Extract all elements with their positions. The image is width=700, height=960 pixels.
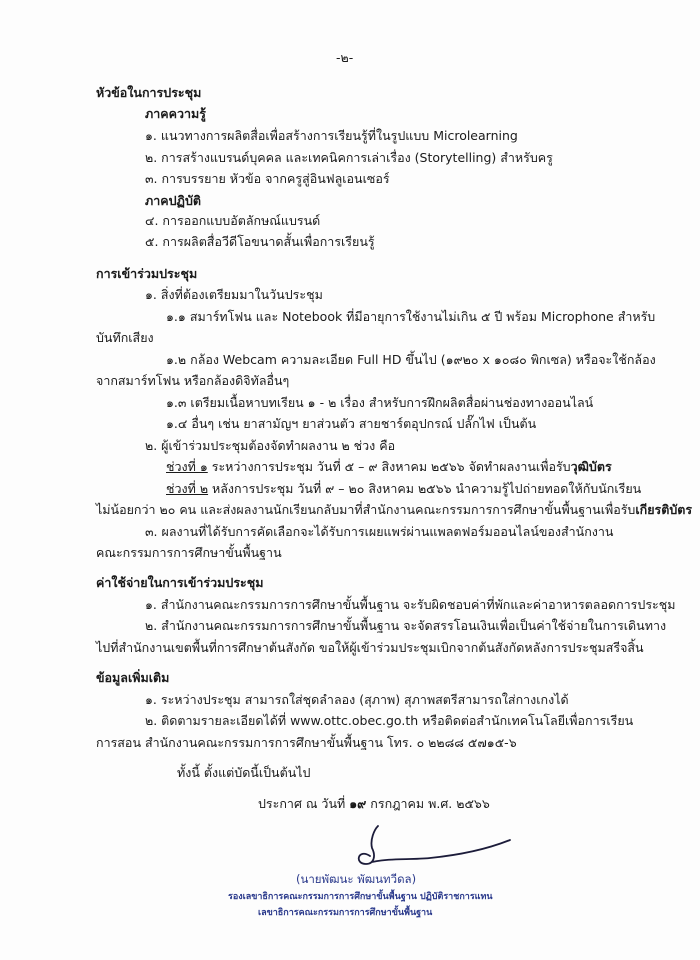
participation-item-1-4: ๑.๔ อื่นๆ เช่น ยาสามัญฯ ยาส่วนตัว สายชาร์ตอุปกรณ์ ปลั๊กไฟ เป็นต้น xyxy=(166,416,537,431)
theory-item-2: ๒. การสร้างแบรนด์บุคคล และเทคนิคการเล่าเรื่อง (Storytelling) สำหรับครู xyxy=(145,150,553,165)
participation-item-1-1: ๑.๑ สมาร์ทโฟน และ Notebook ที่มีอายุการใช้งานไม่เกิน ๕ ปี พร้อม Microphone สำหรับ xyxy=(166,309,656,324)
handwritten-signature xyxy=(330,818,550,878)
period-1-text: ระหว่างการประชุม วันที่ ๕ – ๙ สิงหาคม ๒๕๖๖ จัดทำผลงานเพื่อรับ xyxy=(207,459,571,474)
expenses-heading: ค่าใช้จ่ายในการเข้าร่วมประชุม xyxy=(96,575,264,590)
expenses-item-2-cont: ไปที่สำนักงานเขตพื้นที่การศึกษาต้นสังกัด ขอให้ผู้เข้าร่วมประชุมเบิกจากต้นสังกัดหลังการประชุมสรีจสิ้น xyxy=(96,640,644,655)
participation-item-3-cont: คณะกรรมการการศึกษาขั้นพื้นฐาน xyxy=(96,545,282,560)
expenses-item-1: ๑. สำนักงานคณะกรรมการการศึกษาขั้นพื้นฐาน จะรับผิดชอบค่าที่พักและค่าอาหารตลอดการประชุม xyxy=(145,597,676,612)
page-number: -๒- xyxy=(336,50,354,65)
participation-item-1: ๑. สิ่งที่ต้องเตรียมมาในวันประชุม xyxy=(145,287,323,302)
theory-item-3: ๓. การบรรยาย หัวข้อ จากครูสู่อินฟลูเอนเซอร์ xyxy=(145,171,390,186)
additional-item-2: ๒. ติดตามรายละเอียดได้ที่ www.ottc.obec.go.th หรือติดต่อสำนักเทคโนโลยีเพื่อการเรียน xyxy=(145,713,634,728)
additional-item-2-cont: การสอน สำนักงานคณะกรรมการการศึกษาขั้นพื้นฐาน โทร. ๐ ๒๒๘๘ ๕๗๑๕-๖ xyxy=(96,735,517,750)
period-1-line xyxy=(166,459,612,475)
signatory-name: (นายพัฒนะ พัฒนทวีดล) xyxy=(296,872,417,886)
participation-item-1-2-cont: จากสมาร์ทโฟน หรือกล้องดิจิทัลอื่นๆ xyxy=(96,373,290,388)
announce-date xyxy=(258,796,490,812)
period-2-award: เกียรติบัตร xyxy=(635,502,693,517)
theory-heading: ภาคความรู้ xyxy=(145,106,206,121)
period-2-line-2 xyxy=(96,502,692,518)
practice-heading: ภาคปฏิบัติ xyxy=(145,193,201,208)
announce-prefix: ประกาศ ณ วันที่ xyxy=(258,796,350,811)
period-1-award: วุฒิบัตร xyxy=(570,459,612,474)
period-2-line xyxy=(166,481,641,497)
participation-item-1-3: ๑.๓ เตรียมเนื้อหาบทเรียน ๑ - ๒ เรื่อง สำหรับการฝึกผลิตสื่อผ่านช่องทางออนไลน์ xyxy=(166,395,594,410)
expenses-item-2: ๒. สำนักงานคณะกรรมการการศึกษาขั้นพื้นฐาน จะจัดสรรโอนเงินเพื่อเป็นค่าใช้จ่ายในการเดินทาง xyxy=(145,618,667,633)
practice-item-5: ๕. การผลิตสื่อวีดีโอขนาดสั้นเพื่อการเรียนรู้ xyxy=(145,234,375,249)
signatory-position-2: เลขาธิการคณะกรรมการการศึกษาขั้นพื้นฐาน xyxy=(258,908,433,918)
period-1-label: ช่วงที่ ๑ xyxy=(166,459,208,474)
participation-item-3: ๓. ผลงานที่ได้รับการคัดเลือกจะได้รับการเผยแพร่ผ่านแพลตฟอร์มออนไลน์ของสำนักงาน xyxy=(145,524,614,539)
announce-suffix: กรกฎาคม พ.ศ. ๒๕๖๖ xyxy=(366,796,490,811)
closing-line: ทั้งนี้ ตั้งแต่บัดนี้เป็นต้นไป xyxy=(177,765,311,780)
additional-item-1: ๑. ระหว่างประชุม สามารถใส่ชุดลำลอง (สุภาพ) สุภาพสตรีสามารถใส่กางเกงได้ xyxy=(145,692,569,707)
participation-heading: การเข้าร่วมประชุม xyxy=(96,266,198,281)
practice-item-4: ๔. การออกแบบอัตลักษณ์แบรนด์ xyxy=(145,213,321,228)
period-2-line-2-text: ไม่น้อยกว่า ๒๐ คน และส่งผลงานนักเรียนกลับมาที่สำนักงานคณะกรรมการการศึกษาขั้นพื้นฐานเพื่อรับ xyxy=(96,502,636,517)
theory-item-1: ๑. แนวทางการผลิตสื่อเพื่อสร้างการเรียนรู้ที่ในรูปแบบ Microlearning xyxy=(145,128,518,143)
signatory-position-1: รองเลขาธิการคณะกรรมการการศึกษาขั้นพื้นฐาน ปฏิบัติราชการแทน xyxy=(228,892,493,902)
participation-item-1-1-cont: บันทึกเสียง xyxy=(96,330,154,345)
period-2-label: ช่วงที่ ๒ xyxy=(166,481,209,496)
additional-heading: ข้อมูลเพิ่มเติม xyxy=(96,670,170,685)
participation-item-2: ๒. ผู้เข้าร่วมประชุมต้องจัดทำผลงาน ๒ ช่วง คือ xyxy=(145,438,396,453)
participation-item-1-2: ๑.๒ กล้อง Webcam ความละเอียด Full HD ขึ้นไป (๑๙๒๐ x ๑๐๘๐ พิกเซล) หรือจะใช้กล้อง xyxy=(166,352,656,367)
period-2-text: หลังการประชุม วันที่ ๙ – ๒๐ สิงหาคม ๒๕๖๖ นำความรู้ไปถ่ายทอดให้กับนักเรียน xyxy=(208,481,642,496)
announce-day: ๑๙ xyxy=(349,796,367,811)
topics-heading: หัวข้อในการประชุม xyxy=(96,85,202,100)
